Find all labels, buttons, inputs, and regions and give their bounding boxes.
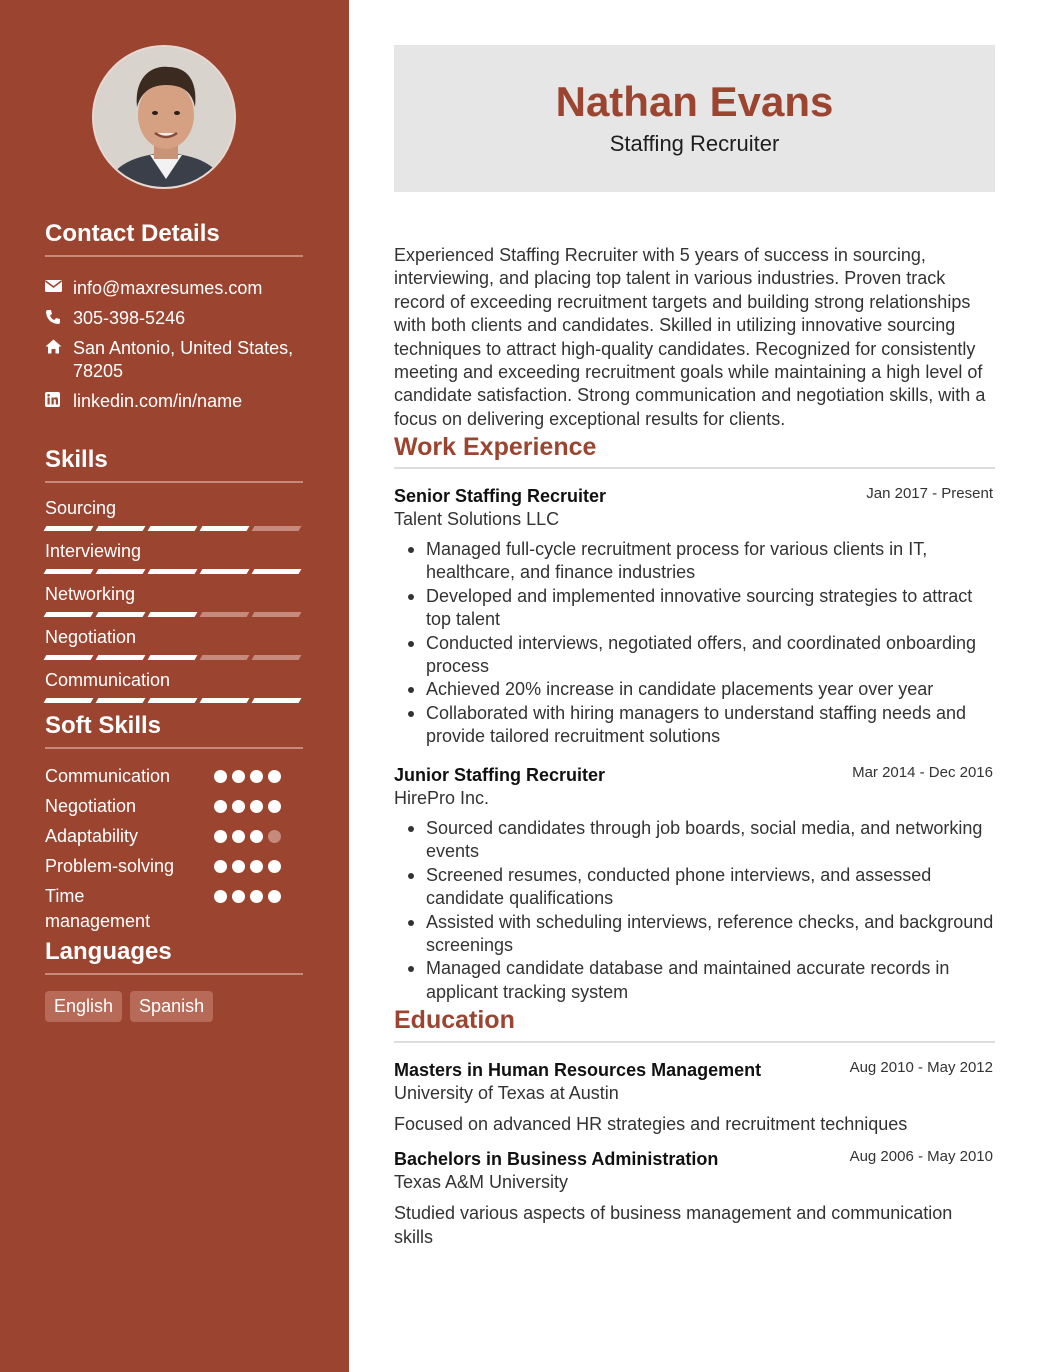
- skill-level-segment: [200, 655, 250, 660]
- skill-name: Communication: [45, 670, 171, 690]
- job-bullet: Developed and implemented innovative sourcing strategies to attract top talent: [394, 585, 995, 632]
- soft-skill-rating: [214, 830, 281, 843]
- skill-level-segment: [200, 526, 250, 531]
- skill-level-segment: [252, 612, 302, 617]
- rating-dot: [214, 770, 227, 783]
- avatar-portrait: [94, 47, 236, 189]
- skill-level-segment: [252, 569, 302, 574]
- rating-dot: [250, 860, 263, 873]
- skill-level-segment: [96, 612, 146, 617]
- skill-level-segment: [200, 612, 250, 617]
- job-company: HirePro Inc.: [394, 788, 490, 808]
- language-tag: Spanish: [130, 991, 213, 1022]
- skill-level-segment: [148, 655, 198, 660]
- skill-level-segment: [148, 698, 198, 703]
- skill-level-segment: [44, 612, 94, 617]
- rating-dot: [268, 800, 281, 813]
- skill-level-segment: [96, 698, 146, 703]
- job-bullet: Managed full-cycle recruitment process for various clients in IT, healthcare, and finance industries: [394, 538, 995, 585]
- rating-dot: [250, 800, 263, 813]
- rating-dot: [250, 830, 263, 843]
- contact-address-text: San Antonio, United States, 78205: [73, 338, 294, 381]
- work-experience-divider: [394, 467, 995, 469]
- languages-divider: [45, 973, 303, 975]
- skill-level-segment: [96, 526, 146, 531]
- sidebar: [0, 0, 349, 1372]
- contact-section: [45, 219, 303, 411]
- envelope-icon: [45, 277, 73, 300]
- skill-level-segment: [200, 569, 250, 574]
- education-divider: [394, 1041, 995, 1043]
- language-tags: [45, 991, 213, 1022]
- job-bullet: Managed candidate database and maintained accurate records in applicant tracking system: [394, 957, 995, 1004]
- rating-dot: [214, 830, 227, 843]
- contact-linkedin[interactable]: [45, 390, 303, 413]
- job-bullet: Sourced candidates through job boards, social media, and networking events: [394, 817, 995, 864]
- skill-level-segment: [148, 569, 198, 574]
- soft-skills-divider: [45, 747, 303, 749]
- rating-dot: [232, 800, 245, 813]
- phone-icon: [45, 307, 73, 330]
- rating-dot: [232, 890, 245, 903]
- school-name: University of Texas at Austin: [394, 1083, 619, 1103]
- rating-dot: [232, 770, 245, 783]
- work-experience-title: Work Experience: [394, 433, 597, 461]
- soft-skill-name: Time management: [45, 886, 151, 931]
- contact-phone-text: 305-398-5246: [73, 308, 186, 328]
- soft-skill-rating: [214, 860, 281, 873]
- skill-level-bars: [45, 612, 300, 617]
- job-bullet: Achieved 20% increase in candidate placements year over year: [394, 678, 995, 701]
- skill-level-segment: [148, 526, 198, 531]
- contact-title: Contact Details: [45, 220, 220, 247]
- rating-dot: [250, 890, 263, 903]
- skill-name: Negotiation: [45, 627, 137, 647]
- soft-skill-name: Negotiation: [45, 796, 137, 816]
- job-title: Senior Staffing Recruiter: [394, 486, 607, 506]
- skill-level-segment: [44, 698, 94, 703]
- skill-item: [45, 540, 303, 562]
- job-bullet: Conducted interviews, negotiated offers, and coordinated onboarding process: [394, 632, 995, 679]
- education-description: Focused on advanced HR strategies and recruitment techniques: [394, 1114, 908, 1134]
- soft-skills-section: [45, 711, 303, 931]
- skill-level-segment: [96, 655, 146, 660]
- contact-email[interactable]: [45, 277, 303, 300]
- skill-level-segment: [96, 569, 146, 574]
- job-dates: Jan 2017 - Present: [866, 485, 993, 502]
- education-entry: [394, 1059, 995, 1136]
- job-bullet: Collaborated with hiring managers to understand staffing needs and provide tailored recruitment solutions: [394, 702, 995, 749]
- skill-name: Sourcing: [45, 498, 117, 518]
- skill-level-bars: [45, 569, 300, 574]
- header: [394, 45, 995, 192]
- school-name: Texas A&M University: [394, 1172, 569, 1192]
- summary: Experienced Staffing Recruiter with 5 years of success in sourcing, interviewing, and placing top talent in various industries. Proven track record of exceeding recruitment targets and building strong relationships with both clients and candidates. Skilled in utilizing innovative sourcing techniques to attract high-quality candidates. Recognized for consistently meeting and exceeding recruitment goals while maintaining a high level of candidate satisfaction. Strong communication and negotiation skills, with a focus on delivering exceptional results for clients.: [394, 245, 986, 429]
- soft-skill-rating: [214, 770, 281, 783]
- rating-dot: [268, 770, 281, 783]
- rating-dot: [250, 770, 263, 783]
- skill-level-segment: [200, 698, 250, 703]
- skill-level-segment: [44, 569, 94, 574]
- rating-dot: [214, 860, 227, 873]
- soft-skill-name: Communication: [45, 766, 171, 786]
- job-entry: [394, 485, 995, 749]
- rating-dot: [268, 890, 281, 903]
- skill-level-bars: [45, 655, 300, 660]
- skill-item: [45, 497, 303, 519]
- rating-dot: [232, 830, 245, 843]
- job-bullet: Assisted with scheduling interviews, reference checks, and background screenings: [394, 911, 995, 958]
- skill-item: [45, 583, 303, 605]
- soft-skills-title: Soft Skills: [45, 712, 162, 739]
- degree-title: Bachelors in Business Administration: [394, 1149, 719, 1169]
- candidate-name: Nathan Evans: [555, 78, 834, 125]
- contact-email-text: info@maxresumes.com: [73, 278, 263, 298]
- job-bullets: [394, 817, 995, 1004]
- education-description: Studied various aspects of business management and communication skills: [394, 1203, 953, 1247]
- skill-item: [45, 669, 303, 691]
- rating-dot: [232, 860, 245, 873]
- contact-phone[interactable]: [45, 307, 303, 330]
- education-dates: Aug 2006 - May 2010: [849, 1148, 993, 1165]
- skill-level-bars: [45, 526, 300, 531]
- avatar: [92, 45, 236, 189]
- rating-dot: [214, 800, 227, 813]
- job-company: Talent Solutions LLC: [394, 509, 560, 529]
- languages-title: Languages: [45, 938, 172, 965]
- contact-address: [45, 337, 303, 383]
- linkedin-icon: [45, 390, 73, 413]
- skill-level-segment: [44, 526, 94, 531]
- contact-divider: [45, 255, 303, 257]
- job-bullets: [394, 538, 995, 749]
- languages-section: [45, 937, 303, 1016]
- rating-dot: [268, 860, 281, 873]
- skill-level-segment: [44, 655, 94, 660]
- soft-skill-name: Adaptability: [45, 826, 139, 846]
- skill-level-segment: [252, 698, 302, 703]
- soft-skill-name: Problem-solving: [45, 856, 175, 876]
- soft-skill-rating: [214, 800, 281, 813]
- skill-item: [45, 626, 303, 648]
- education-entry: [394, 1148, 995, 1249]
- soft-skill-rating: [214, 890, 281, 903]
- rating-dot: [268, 830, 281, 843]
- language-tag: English: [45, 991, 122, 1022]
- job-title: Junior Staffing Recruiter: [394, 765, 606, 785]
- skill-level-segment: [252, 655, 302, 660]
- skill-level-segment: [252, 526, 302, 531]
- skill-name: Networking: [45, 584, 136, 604]
- job-entry: [394, 764, 995, 1004]
- skills-title: Skills: [45, 446, 108, 473]
- skills-section: [45, 445, 303, 690]
- degree-title: Masters in Human Resources Management: [394, 1060, 762, 1080]
- education-title: Education: [394, 1006, 515, 1034]
- education-dates: Aug 2010 - May 2012: [849, 1059, 993, 1076]
- contact-linkedin-text: linkedin.com/in/name: [73, 391, 243, 411]
- skills-divider: [45, 481, 303, 483]
- job-bullet: Screened resumes, conducted phone interviews, and assessed candidate qualifications: [394, 864, 995, 911]
- home-icon: [45, 337, 73, 383]
- skill-level-bars: [45, 698, 300, 703]
- skill-level-segment: [148, 612, 198, 617]
- rating-dot: [214, 890, 227, 903]
- skill-name: Interviewing: [45, 541, 142, 561]
- job-dates: Mar 2014 - Dec 2016: [852, 764, 993, 781]
- candidate-role: Staffing Recruiter: [609, 131, 780, 156]
